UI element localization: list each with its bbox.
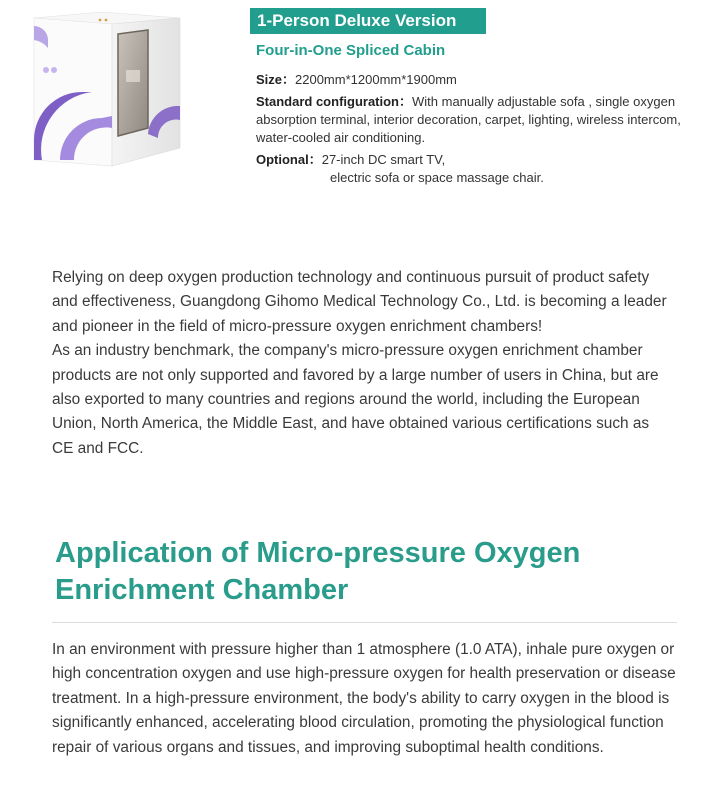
spec-standard-configuration	[256, 93, 696, 147]
optional-label: Optional：	[256, 152, 322, 167]
section-divider	[52, 622, 677, 623]
cabin-subtitle: Four-in-One Spliced Cabin	[256, 42, 446, 59]
oxygen-cabin-image	[30, 10, 190, 170]
version-badge: 1-Person Deluxe Version	[250, 8, 486, 34]
size-value: 2200mm*1200mm*1900mm	[295, 72, 457, 87]
standard-label: Standard configuration：	[256, 94, 413, 109]
product-card	[0, 0, 706, 250]
size-label: Size：	[256, 72, 296, 87]
optional-value-line1: 27-inch DC smart TV,	[321, 152, 446, 167]
standard-value: With manually adjustable sofa , single oxygen absorption terminal, interior decoration, carpet, lighting, wireless intercom, water-cooled air conditioning.	[256, 94, 681, 145]
application-heading: Application of Micro-pressure Oxygen Enrichment Chamber	[55, 537, 581, 606]
spec-optional	[256, 151, 696, 187]
optional-value-line2: electric sofa or space massage chair.	[330, 170, 544, 185]
intro-paragraph-2: As an industry benchmark, the company's micro-pressure oxygen enrichment chamber products are not only supported and favored by a large number of users in China, but are also exported to many countries and regions around the world, including the European Union, North America, the Middle East, and have obtained various certifications such as CE and FCC.	[52, 342, 659, 457]
intro-paragraph-1: Relying on deep oxygen production technology and continuous pursuit of product safety and effectiveness, Guangdong Gihomo Medical Technology Co., Ltd. is becoming a leader and pioneer in the field of micro-pressure oxygen enrichment chambers!	[52, 269, 667, 335]
company-intro	[52, 266, 672, 461]
spec-size	[256, 71, 457, 89]
application-text: In an environment with pressure higher than 1 atmosphere (1.0 ATA), inhale pure oxygen or high concentration oxygen and use high-pressure oxygen for health preservation or disease treatment. In a high-pressure environment, the body's ability to carry oxygen in the blood is significantly enhanced, accelerating blood circulation, promoting the physiological function repair of various organs and tissues, and improving suboptimal health conditions.	[52, 641, 676, 756]
